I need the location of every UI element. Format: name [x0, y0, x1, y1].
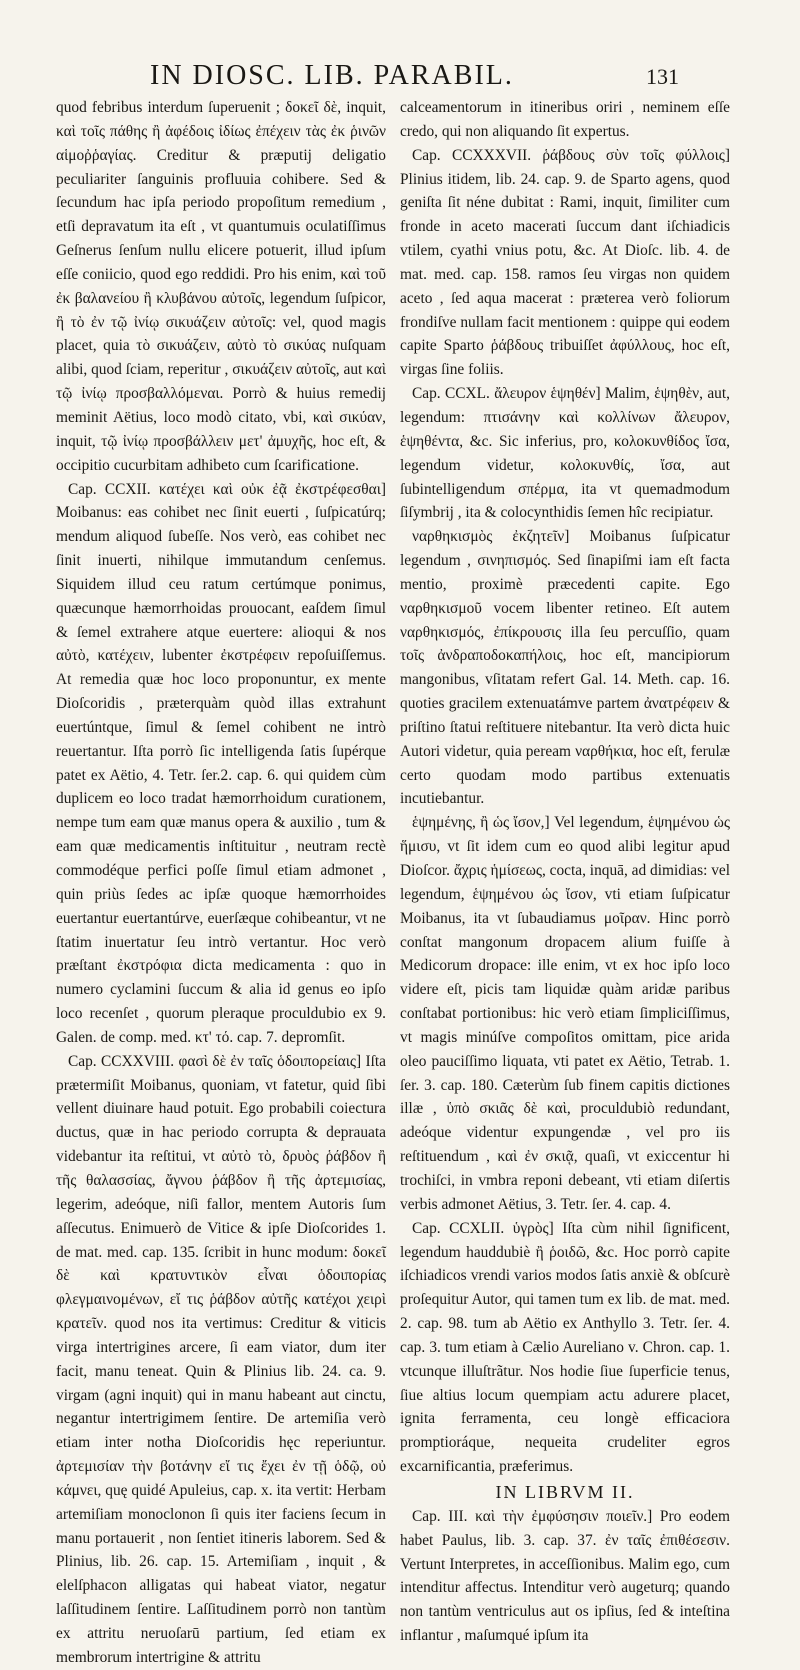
paragraph: Cap. CCXXXVII. ῥάβδους σὺν τοῖς φύλλοις] Plinius itidem, lib. 24. cap. 9. de Sparto agens, quod geniſta ſit néne dubitat : Rami, inquit, ſimiliter cum fronde in aceto macerati ſuccum dant iſchiadicis vtilem, cyathi vnius potu, &c. At Dioſc. lib. 4. de mat. med. cap. 158. ramos ſeu virgas non quidem aceto , ſed aqua macerat : præterea verò foliorum frondiſve nullam facit mentionem : quippe qui eodem capite Sparto ῥάβδους tribuiſſet ἀφύλλους, hoc eſt, virgas ſine foliis. — [400, 146, 730, 379]
paragraph: quod febribus interdum ſuperuenit ; δοκεῖ δὲ, inquit, καὶ τοῖς πάθης ἢ ἀφέδοις ἰδίως ἐπέχειν τὰς ἐκ ῥινῶν αἱμοῤῥαγίας. Creditur & præputij deligatio peculiariter ſanguinis profluuia cohibere. Sed & ſecundum hac ipſa periodo propoſitum remedium , etſi depravatum ita eſt , vt quantumuis oculatiſſimus Geſnerus ſenſum nullu elicere potuerit, illud ipſum eſſe coniicio, quod ego reddidi. Pro his enim, καὶ τοῦ ἐκ βαλανείου ἢ κλυβάνου αὐτοῖς, legendum ſuſpicor, ἢ τὸ ἐν τῷ ἰνίῳ σικυάζειν αὐτοῖς: vel, quod magis placet, quia τὸ σικυάζειν, αὐτὸ τὸ σικύας nuſquam alibi, quod ſciam, reperitur , σικυάζειν αὐτοῖς, aut καὶ τῷ ἰνίῳ προσβαλλόμεναι. Porrò & huius remedij meminit Aëtius, loco modò citato, vbi, καὶ σικύαν, inquit, τῷ ἰνίῳ προσβάλλειν μετ' ἀμυχῆς, hoc eſt, & occipitio cucurbitam adhibeto cum ſcarificatione. — [56, 99, 386, 474]
right-column — [400, 96, 730, 1645]
paragraph: Cap. III. καὶ τὴν ἐμφύσησιν ποιεῖν.] Pro eodem habet Paulus, lib. 3. cap. 37. ἐν ταῖς ἐπιθέσεσιν. Vertunt Interpretes, in acceſſionibus. Malim ego, cum intenditur affectus. Intenditur verò augeturq; quando non tantùm ventriculus aut os ipſius, ſed & inteſtina inflantur , maſumqué ipſum ita — [400, 1507, 730, 1645]
left-column — [56, 96, 386, 1666]
paragraph: ἑψημένης, ἢ ὡς ἴσον,] Vel legendum, ἑψημένου ὡς ἥμισυ, vt ſit idem cum eo quod alibi legitur apud Dioſcor. ἄχρις ἡμίσεως, cocta, inquā, ad dimidias: vel legendum, ἑψημένου ὡς ἴσον, vti etiam ſuſpicatur Moibanus, ita vt ſubaudiamus μοῖραν. Hinc porrò conſtat mangonum dropacem alium fuiſſe à Medicorum dropace: ille enim, vt ex hoc ipſo loco videre eſt, picis tam liquidæ quàm aridæ paribus conſtabat portionibus: hic verò etiam ſimpliciſſimus, vt magis minúſve compoſitos omittam, pice arida oleo pauciſſimo liquata, vti patet ex Aëtio, Tetrab. 1. ſer. 3. cap. 180. Cæterùm ſub finem capitis dictiones illæ , ὑπὸ σκιᾶς δὲ καὶ, proculdubiò redundant, adeóque videntur expungendæ , vel pro iis reſtituendum , καὶ ἐν σκιᾷ, quaſi, vt exiccentur hi trochiſci, in vmbra reponi debeant, vti etiam diſertis verbis admonet Aëtius, 3. Tetr. ſer. 4. cap. 4. — [400, 814, 730, 1213]
paragraph: calceamentorum in itineribus oriri , neminem eſſe credo, qui non aliquando ſit expertus. — [400, 99, 730, 140]
paragraph: Cap. CCXLII. ὑγρὸς] Iſta cùm nihil ſignificent, legendum hauddubiè ἢ ῥοιδῶ, &c. Hoc porrò capite iſchiadicos vrendi varios modos ſatis anxiè & obſcurè proſequitur Autor, qui tamen tum ex lib. de mat. med. 2. cap. 98. tum ab Aëtio ex Anthyllo 3. Tetr. ſer. 4. cap. 3. tum etiam à Cælio Aureliano v. Chron. cap. 1. vtcunque illuſtrãtur. Nos hodie ſiue ſuperficie tenus, ſiue altius locum quempiam actu adurere placet, ignita ferramenta, ceu longè efficaciora promptioráque, nequeita crudeliter egros excarnificantia, præferimus. — [400, 1219, 730, 1476]
running-head: IN DIOSC. LIB. PARABIL. — [150, 60, 514, 91]
paragraph: ναρθηκισμὸς ἐκζητεῖν] Moibanus ſuſpicatur legendum , σινηπισμός. Sed ſinapiſmi iam eſt facta mentio, proximè præcedenti capite. Ego ναρθηκισμοῦ vocem libenter retineo. Eſt autem ναρθηκισμός, ἐπίκρουσις illa ſeu percuſſio, quam τοῖς ἀνδραποδοκαπήλοις, hoc eſt, mancipiorum mangonibus, vſitatam refert Gal. 14. Meth. cap. 16. quoties gracilem extenuatámve partem ἀνατρέφειν & priſtino ſtatui reſtituere nitebantur. Ita verò dicta huic Autori videtur, quia peream ναρθήκια, hoc eſt, ferulæ certo quodam modo partibus extenuatis incutiebantur. — [400, 528, 730, 808]
section-heading: IN LIBRVM II. — [495, 1481, 635, 1502]
page-number: 131 — [646, 64, 679, 89]
paragraph: Cap. CCXXVIII. φασὶ δὲ ἐν ταῖς ὁδοιπορείαις] Iſta prætermiſit Moibanus, quoniam, vt fatetur, quid ſibi vellent diuinare haud potuit. Ego probabili coiectura ductus, quæ in hac periodo corrupta & deprauata videbantur ita reſtitui, vt αὐτὸ τὸ, δρυὸς ῥάβδον ἢ τῆς θαλασσίας, ἄγνου ῥάβδον ἢ τῆς ἀρτεμισίας, legerim, adeóque, niſi fallor, mentem Autoris ſum aſſecutus. Enimuerò de Vitice & ipſe Dioſcorides 1. de mat. med. cap. 135. ſcribit in hunc modum: δοκεῖ δὲ καὶ κρατυντικὸν εἶναι ὁδοιπορίας φλεγμαινομένων, εἴ τις ῥάβδον αὐτῆς κατέχοι χειρὶ κρατεῖν. quod nos ita vertimus: Creditur & viticis virga intertrigines arcere, ſi eam viator, dum iter facit, manu teneat. Quin & Plinius lib. 24. ca. 9. virgam (agni inquit) qui in manu habeant aut cinctu, negantur intertrigimem ſentire. De artemiſia verò etiam inter notha Dioſcoridis hęc reperiuntur. ἀρτεμισίαν τὴν βοτάνην εἴ τις ἔχει ἐν τῇ ὁδῷ, οὐ κάμνει, quę quidé Apuleius, cap. x. ita vertit: Herbam artemiſiam monoclonon ſi quis iter faciens ſecum in manu portauerit , non ſentiet itineris laborem. Sed & Plinius, lib. 26. cap. 15. Artemiſiam , inquit , & elelſphacon alligatas qui habeat viator, negatur laſſitudinem ſentire. Laſſitudinem porrò non tantùm ex attritu neruoſarū partium, ſed etiam ex membrorum intertrigine & attritu — [56, 1052, 386, 1666]
paragraph: Cap. CCXL. ἄλευρον ἑψηθέν] Malim, ἑψηθὲν, aut, legendum: πτισάνην καὶ κολλίνων ἄλευρον, ἑψηθέντα, &c. Sic inferius, pro, κολοκυνθίδος ἴσα, legendum videtur, κολοκυνθίς, ἴσα, aut ſubintelligendum σπέρμα, ita vt quemadmodum ſiſymbrij , ita & colocynthidis ſemen hîc recipiatur. — [400, 385, 730, 522]
paragraph: Cap. CCXII. κατέχει καὶ οὐκ ἐᾷ ἐκστρέφεσθαι] Moibanus: eas cohibet nec ſinit euerti , ſuſpicatúrq; mendum aliquod ſubeſſe. Nos verò, eas cohibet nec ſinit inuerti, nihilque immutandum cenſemus. Siquidem illud ceu ratum certúmque ponimus, quæcunque hæmorrhoidas prouocant, eaſdem ſimul & ſemel extrahere atque euertere: alioqui & nos αὐτὸ, κατέχειν, lubenter ἐκστρέφειν repoſuiſſemus. At remedia quæ hoc loco proponuntur, ex mente Dioſcoridis , præterquàm quòd illas extrahunt euertúntque, ſimul & ſemel cohibent ne intrò reuertantur. Iſta porrò ſic intelligenda ſatis ſupérque patet ex Aëtio, 4. Tetr. ſer.2. cap. 6. qui quidem cùm duplicem eo loco tradat hæmorrhoidum curationem, nempe tum eam quæ manus opera & auxilio , tum & eam quæ medicamentis inſtituitur , neutram rectè commodéque perfici poſſe ſimul etiam admonet , quin priùs ſedes ac ipſæ quoque hæmorrhoides euertantur euertantúrve, euerſæque cohibeantur, vt ne ſtatim inuertatur ſeu intrò vertantur. Hoc verò præſtant ἐκστρόφια dicta medicamenta : quo in numero cyclamini ſuccum & alia id genus eo ipſo loco recenſet , quorum pleraque proculdubio ex 9. Galen. de comp. med. κτ' τό. cap. 7. depromſit. — [56, 480, 386, 1046]
column-gutter — [392, 100, 393, 1290]
